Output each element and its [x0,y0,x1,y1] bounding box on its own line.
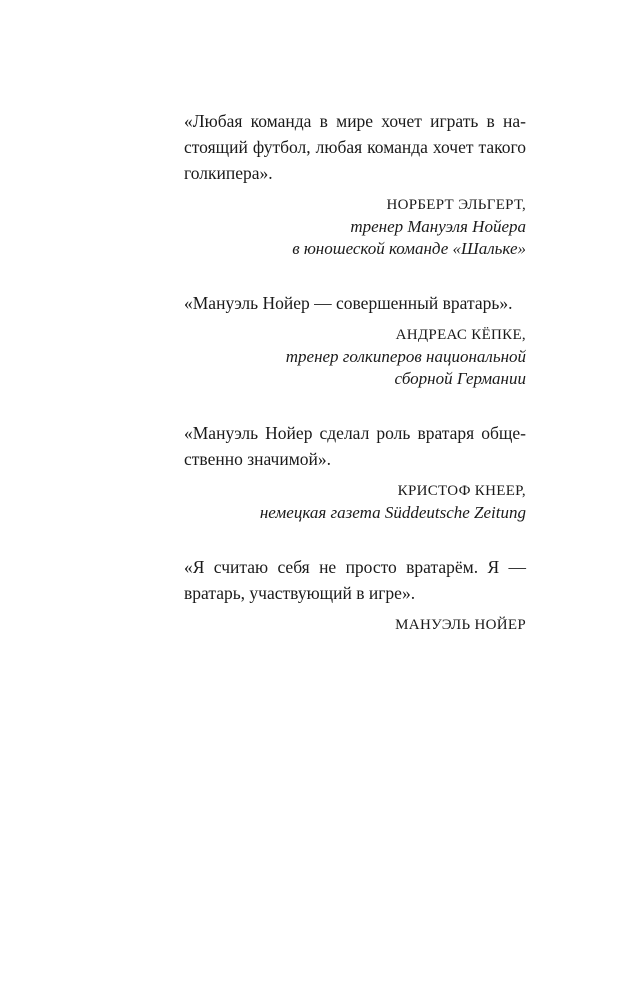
attribution [184,480,526,524]
quote-text [184,554,526,606]
quote-block-neuer [184,554,526,636]
attribution [184,614,526,636]
quote-line: «Любая команда в мире хочет играть в на- [184,111,526,131]
quote-line: ственно значимой». [184,449,332,469]
quote-line: голкипера». [184,163,273,183]
quote-author: КРИСТОФ КНЕЕР, [397,483,526,499]
quote-line: вратарь, участвующий в игре». [184,583,416,603]
epigraph-page [184,108,526,666]
quote-line: стоящий футбол, любая команда хочет такого [184,137,526,157]
quote-text [184,290,526,316]
attribution [184,194,526,260]
quote-author: МАНУЭЛЬ НОЙЕР [395,617,526,633]
quote-block-kneer [184,420,526,524]
author-role: в юношеской команде «Шальке» [292,239,526,258]
quote-author: АНДРЕАС КЁПКЕ, [395,327,526,343]
quote-line: «Мануэль Нойер сделал роль вратаря обще- [184,423,526,443]
quote-line: «Мануэль Нойер — совершенный вратарь». [184,293,513,313]
quote-text [184,420,526,472]
attribution [184,324,526,390]
author-role: сборной Германии [394,369,526,388]
quote-line: «Я считаю себя не просто вратарём. Я — [184,557,526,577]
quote-author: НОРБЕРТ ЭЛЬГЕРТ, [386,197,526,213]
author-role: тренер Мануэля Нойера [350,217,526,236]
quote-block-koepke [184,290,526,390]
author-role: немецкая газета Süddeutsche Zeitung [259,503,526,522]
author-role: тренер голкиперов национальной [285,347,526,366]
quote-block-elgert [184,108,526,260]
quote-text [184,108,526,186]
